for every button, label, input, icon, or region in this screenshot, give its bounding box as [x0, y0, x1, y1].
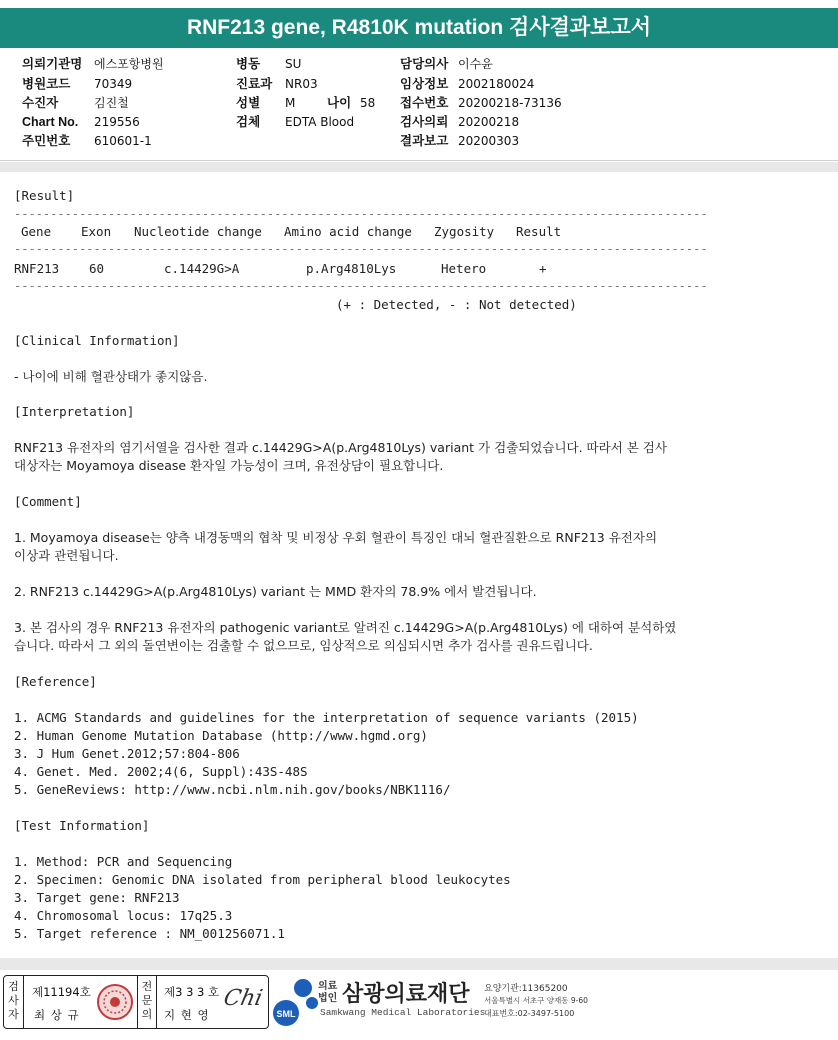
- header-row: 진료과 NR03: [236, 77, 318, 91]
- cell-nucleotide: c.14429G>A: [164, 261, 240, 276]
- clinical-text: - 나이에 비해 혈관상태가 좋지않음.: [14, 369, 208, 384]
- cell-gene: RNF213: [14, 261, 60, 276]
- logo-text: SML: [276, 1009, 296, 1019]
- result-heading: [Result]: [14, 188, 75, 203]
- header-row: 검사의뢰 20200218: [400, 115, 520, 129]
- comment-line: 3. 본 검사의 경우 RNF213 유전자의 pathogenic variant로 알려진 c.14429G>A(p.Arg4810Lys) 에 대하여 분석하였: [14, 620, 677, 635]
- org-name: 삼광의료재단: [342, 982, 470, 1007]
- header-row: 임상정보 2002180024: [400, 77, 535, 91]
- interpretation-line: RNF213 유전자의 염기서열을 검사한 결과 c.14429G>A(p.Arg4810Lys) variant 가 검출되었습니다. 따라서 본 검사: [14, 440, 667, 455]
- cell-zygosity: Hetero: [441, 261, 487, 276]
- reference-item: 4. Genet. Med. 2002;4(6, Suppl):43S-48S: [14, 764, 308, 779]
- seal-stamp: [95, 982, 135, 1022]
- reference-heading: [Reference]: [14, 674, 97, 689]
- header-row: 결과보고 20200303: [400, 134, 520, 148]
- col-gene: Gene: [21, 224, 52, 239]
- cell-exon: 60: [89, 261, 105, 276]
- table-rule: ------------------------------------------------------------------------------------------------: [14, 279, 708, 293]
- col-zygosity: Zygosity: [434, 224, 495, 239]
- result-legend: (+ : Detected, - : Not detected): [336, 297, 577, 312]
- comment-heading: [Comment]: [14, 494, 82, 509]
- header-row: 검체 EDTA Blood: [236, 115, 355, 129]
- reference-item: 2. Human Genome Mutation Database (http://www.hgmd.org): [14, 728, 428, 743]
- specialist-license: 제3 3 3 호: [164, 985, 220, 999]
- test-info-item: 1. Method: PCR and Sequencing: [14, 854, 233, 869]
- interpretation-line: 대상자는 Moyamoya disease 환자일 가능성이 크며, 유전상담이 필요합니다.: [14, 458, 444, 473]
- header-row: 수진자 김진철: [22, 96, 129, 110]
- agency-code: 요양기관:11365200: [484, 984, 568, 994]
- header-row: 의뢰기관명 에스포항병원: [22, 57, 164, 71]
- org-english-name: Samkwang Medical Laboratories: [320, 1007, 486, 1018]
- handwritten-signature: Chi: [221, 986, 265, 1011]
- specialist-name: 지 현 영: [164, 1008, 210, 1022]
- report-title: RNF213 gene, R4810K mutation 검사결과보고서: [0, 8, 838, 48]
- org-logo: [270, 975, 830, 1027]
- table-rule: ------------------------------------------------------------------------------------------------: [14, 242, 708, 256]
- gray-band: [0, 162, 838, 172]
- address: 서울특별시 서초구 양재동 9-60: [484, 996, 588, 1005]
- interpretation-heading: [Interpretation]: [14, 404, 135, 419]
- table-rule: ------------------------------------------------------------------------------------------------: [14, 207, 708, 221]
- col-nucleotide: Nucleotide change: [134, 224, 262, 239]
- header-row: 성별 M: [236, 96, 296, 110]
- comment-line: 2. RNF213 c.14429G>A(p.Arg4810Lys) variant 는 MMD 환자의 78.9% 에서 발견됩니다.: [14, 584, 537, 599]
- col-exon: Exon: [81, 224, 112, 239]
- test-info-item: 4. Chromosomal locus: 17q25.3: [14, 908, 233, 923]
- clinical-heading: [Clinical Information]: [14, 333, 180, 348]
- divider: [0, 160, 838, 161]
- header-row: 주민번호 610601-1: [22, 134, 152, 148]
- reference-item: 3. J Hum Genet.2012;57:804-806: [14, 746, 240, 761]
- header-row: Chart No. 219556: [22, 115, 140, 129]
- test-info-item: 2. Specimen: Genomic DNA isolated from peripheral blood leukocytes: [14, 872, 511, 887]
- header-row: 병원코드 70349: [22, 77, 133, 91]
- header-age: 나이 58: [327, 96, 376, 110]
- test-info-heading: [Test Information]: [14, 818, 150, 833]
- test-info-item: 3. Target gene: RNF213: [14, 890, 180, 905]
- examiner-label: 검사자: [4, 976, 24, 1028]
- examiner-license: 제11194호: [32, 985, 91, 999]
- specialist-label: 전문의: [137, 976, 157, 1028]
- reference-item: 1. ACMG Standards and guidelines for the interpretation of sequence variants (2015): [14, 710, 639, 725]
- header-row: 담당의사 이수윤: [400, 57, 493, 71]
- cell-amino-acid: p.Arg4810Lys: [306, 261, 397, 276]
- org-type: 의료법인: [318, 981, 338, 1004]
- comment-line: 이상과 관련됩니다.: [14, 548, 119, 563]
- header-row: 접수번호 20200218-73136: [400, 96, 562, 110]
- gray-band: [0, 958, 838, 970]
- phone: 대표번호:02-3497-5100: [484, 1009, 575, 1018]
- reference-item: 5. GeneReviews: http://www.ncbi.nlm.nih.gov/books/NBK1116/: [14, 782, 451, 797]
- col-result: Result: [516, 224, 562, 239]
- col-amino-acid: Amino acid change: [284, 224, 412, 239]
- signature-box: [3, 975, 269, 1029]
- comment-line: 1. Moyamoya disease는 양측 내경동맥의 협착 및 비정상 우회 혈관이 특징인 대뇌 혈관질환으로 RNF213 유전자의: [14, 530, 658, 545]
- test-info-item: 5. Target reference : NM_001256071.1: [14, 926, 285, 941]
- header-row: 병동 SU: [236, 57, 302, 71]
- examiner-name: 최 상 규: [34, 1008, 80, 1022]
- sml-logo-icon: [270, 975, 320, 1027]
- comment-line: 습니다. 따라서 그 외의 돌연변이는 검출할 수 없으므로, 임상적으로 의심되시면 추가 검사를 권유드립니다.: [14, 638, 593, 653]
- cell-result: +: [539, 261, 547, 276]
